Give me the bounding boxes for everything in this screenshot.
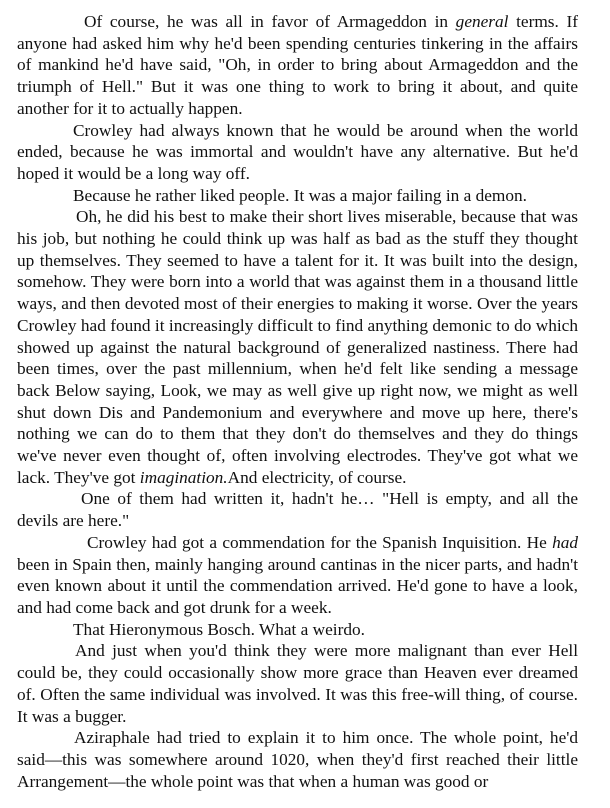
emphasis: general [455,12,509,31]
text-run: Aziraphale had tried to explain it to him once. The whole point, he'd said—this was somewhere around 1020, when they'd first reached their little Arrangement—the whole point was that when a human was good or [17,728,578,791]
paragraph [17,185,578,207]
text-run: been in Spain then, mainly hanging around cantinas in the nicer parts, and hadn't even known about it until the commendation arrived. He'd gone to have a look, and had come back and got drunk for a week. [17,554,578,617]
paragraph [17,727,578,792]
text-run: terms. If anyone had asked him why he'd been spending centuries tinkering in the affairs of mankind he'd have said, "Oh, in order to bring about Armageddon and the triumph of Hell." But it was one thing to work to bring it about, and quite another for it to actually happen. [17,12,578,118]
book-page [17,11,578,792]
paragraph [17,120,578,185]
text-run: One of them had written it, hadn't he… "Hell is empty, and all the devils are here." [17,489,578,531]
paragraph [17,488,578,531]
text-run: Because he rather liked people. It was a major failing in a demon. [73,185,527,205]
paragraph [17,532,578,619]
text-run: Crowley had always known that he would be around when the world ended, because he was immortal and wouldn't have any alternative. But he'd hoped it would be a long way off. [17,120,578,183]
text-run: And electricity, of course. [227,467,407,487]
paragraph [17,619,578,641]
emphasis: imagination. [139,467,228,487]
paragraph [17,11,578,120]
emphasis: had [552,532,578,552]
text-run: Of course, he was all in favor of Armageddon in [84,12,456,31]
paragraph [17,206,578,488]
text-run: Crowley had got a commendation for the Spanish Inquisition. He [87,532,553,552]
text-run: That Hieronymous Bosch. What a weirdo. [73,619,365,639]
text-run: Oh, he did his best to make their short lives miserable, because that was his job, but nothing he could think up was half as bad as the stuff they thought up themselves. They seemed to have a talent for it. It was built into the design, somehow. They were born into a world that was against them in a thousand little ways, and then devoted most of their energies to making it worse. Over the years Crowley had found it increasingly difficult to find anything demonic to do which showed up against the natural background of generalized nastiness. There had been times, over the past millennium, when he'd felt like sending a message back Below saying, Look, we may as well give up right now, we might as well shut down Dis and Pandemonium and everywhere and move up here, there's nothing we can do to them that they don't do themselves and they do things we've never even thought of, often involving electrodes. They've got what we lack. They've got [17,207,578,487]
text-run: And just when you'd think they were more malignant than ever Hell could be, they could occasionally show more grace than Heaven ever dreamed of. Often the same individual was involved. It was this free-will thing, of course. It was a bugger. [17,641,578,726]
paragraph [17,640,578,727]
